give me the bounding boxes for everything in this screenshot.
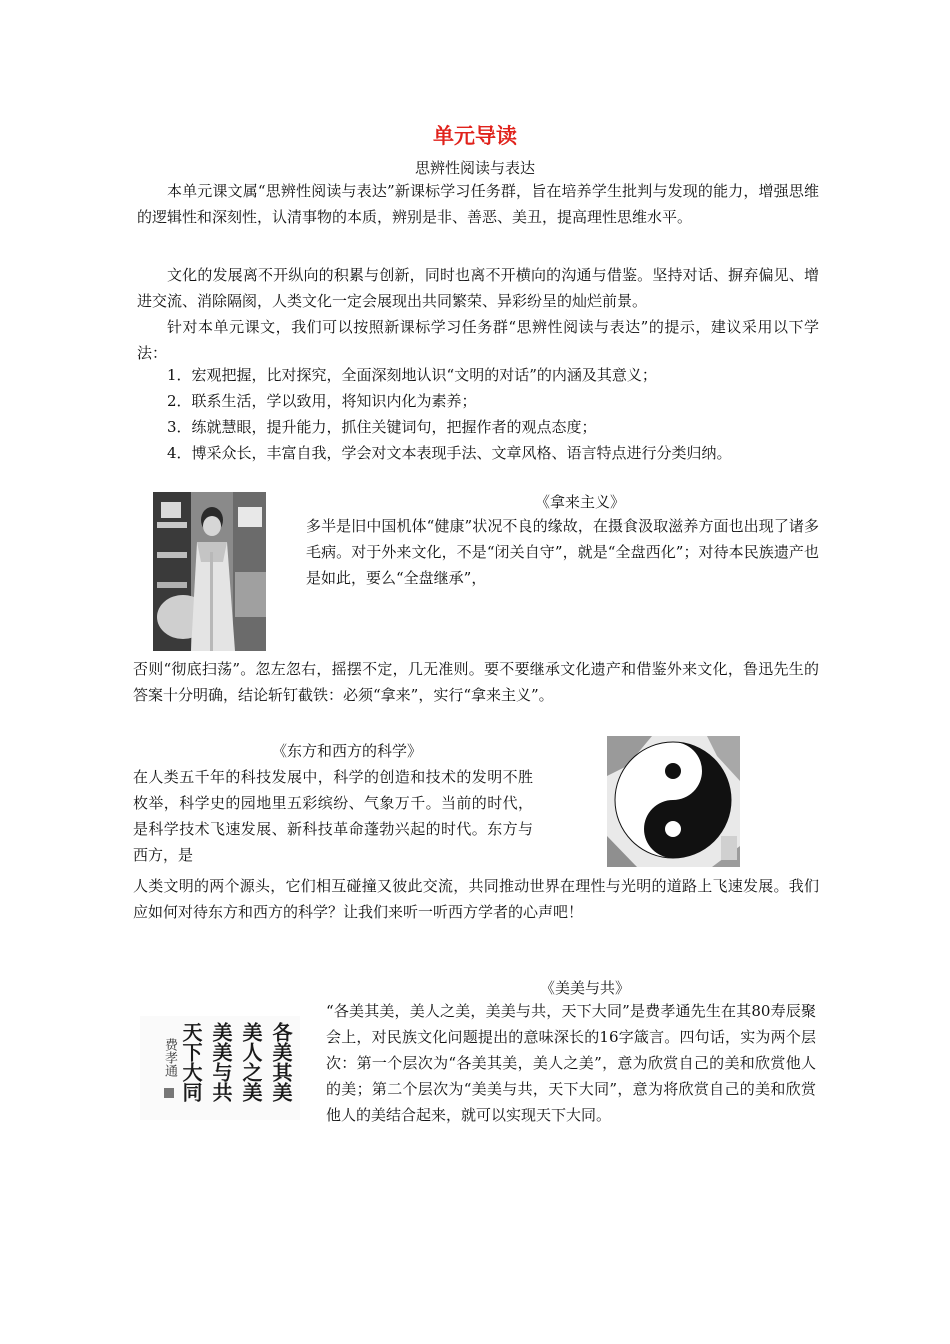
- method-list: [137, 362, 819, 466]
- seal-stamp: [164, 1088, 174, 1098]
- page-subtitle: 思辨性阅读与表达: [414, 159, 535, 177]
- calligraphy-column: 美美与共: [209, 1022, 233, 1102]
- method-item: 4．博采众长，丰富自我，学会对文本表现手法、文章风格、语言特点进行分类归纳。: [167, 444, 732, 462]
- calligraphy-column: 各美其美: [269, 1022, 293, 1102]
- calligraphy-columns: [180, 1022, 292, 1102]
- lu-xun-portrait-photo: [153, 492, 266, 651]
- page-title: 单元导读: [433, 124, 517, 148]
- calligraphy-image: [140, 1016, 300, 1120]
- block-text-nalai: 多半是旧中国机体“健康”状况不良的缘故，在摄食汲取滋养方面也出现了诸多毛病。对于外来文化，不是“闭关自守”，就是“全盘西化”；对待本民族遗产也是如此，要么“全盘继承”，: [306, 517, 819, 587]
- intro-paragraph-2: 文化的发展离不开纵向的积累与创新，同时也离不开横向的沟通与借鉴。坚持对话、摒弃偏见、增进交流、消除隔阂，人类文化一定会展现出共同繁荣、异彩纷呈的灿烂前景。: [137, 266, 819, 310]
- block-continuation-nalai: 否则“彻底扫荡”。忽左忽右，摇摆不定，几无准则。要不要继承文化遗产和借鉴外来文化，鲁迅先生的答案十分明确，结论斩钉截铁：必须“拿来”，实行“拿来主义”。: [133, 660, 819, 704]
- method-item: 2．联系生活，学以致用，将知识内化为素养；: [167, 392, 477, 410]
- intro-paragraph-3: 针对本单元课文，我们可以按照新课标学习任务群“思辨性阅读与表达”的提示，建议采用以下学法：: [137, 318, 819, 362]
- intro-paragraph-1: 本单元课文属“思辨性阅读与表达”新课标学习任务群，旨在培养学生批判与发现的能力，增强思维的逻辑性和深刻性，认清事物的本质，辨别是非、善恶、美丑，提高理性思维水平。: [137, 182, 819, 226]
- block-continuation-science: 人类文明的两个源头，它们相互碰撞又彼此交流，共同推动世界在理性与光明的道路上飞速发展。我们应如何对待东方和西方的科学？让我们来听一听西方学者的心声吧！: [133, 877, 819, 921]
- calligraphy-column: 天下大同: [179, 1022, 203, 1102]
- block-title-science: 《东方和西方的科学》: [272, 742, 423, 760]
- block-text-meimei: “各美其美，美人之美，美美与共，天下大同”是费孝通先生在其80寿辰聚会上，对民族文化问题提出的意味深长的16字箴言。四句话，实为两个层次：第一个层次为“各美其美，美人之美”，意为欣赏自己的美和欣赏他人的美；第二个层次为“美美与共，天下大同”，意为将欣赏自己的美和欣赏他人的美结合起来，就可以实现天下大同。: [326, 1002, 816, 1124]
- calligraphy-signature: 费孝通: [162, 1038, 177, 1077]
- yin-yang-image: [607, 736, 740, 867]
- block-title-nalai: 《拿来主义》: [535, 493, 626, 511]
- calligraphy-column: 美人之美: [239, 1022, 263, 1102]
- block-title-meimei: 《美美与共》: [540, 979, 631, 997]
- block-text-science: 在人类五千年的科技发展中，科学的创造和技术的发明不胜枚举，科学史的园地里五彩缤纷、气象万千。当前的时代，是科学技术飞速发展、新科技革命蓬勃兴起的时代。东方与西方，是: [133, 768, 533, 864]
- method-item: 1．宏观把握，比对探究，全面深刻地认识“文明的对话”的内涵及其意义；: [167, 366, 657, 384]
- method-item: 3．练就慧眼，提升能力，抓住关键词句，把握作者的观点态度；: [167, 418, 597, 436]
